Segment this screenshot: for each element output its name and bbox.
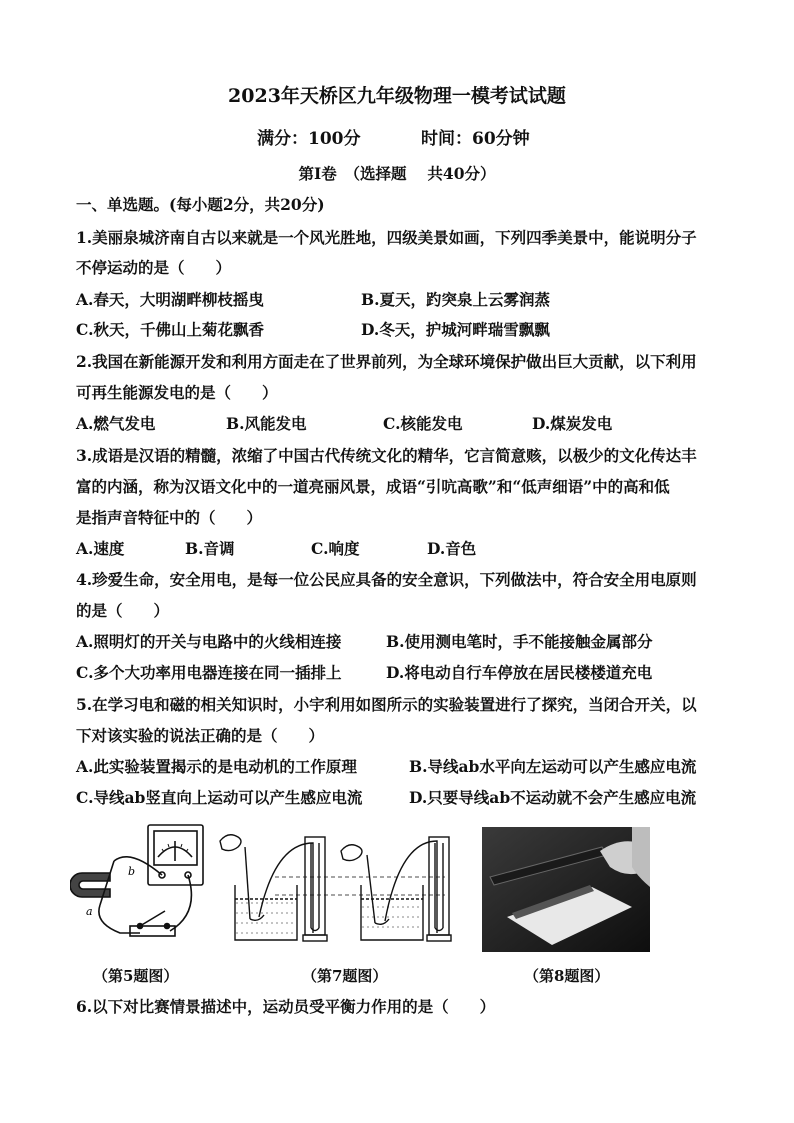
section-heading: 第Ⅰ卷 （选择题 共40分） [298,164,496,183]
q3-option-c[interactable]: C.响度 [311,539,360,558]
q3-option-b[interactable]: B.音调 [185,539,235,558]
question-1-line-2: 不停运动的是（ ） [76,258,232,277]
q5-option-c[interactable]: C.导线ab竖直向上运动可以产生感应电流 [76,788,363,807]
wire-label-a: a [86,905,93,918]
question-2-line-2: 可再生能源发电的是（ ） [76,383,278,402]
question-3-line-1: 3.成语是汉语的精髓，浓缩了中国古代传统文化的精华，它言简意赅，以极少的文化传达丰 [76,446,697,465]
q5-option-a[interactable]: A.此实验装置揭示的是电动机的工作原理 [76,757,357,776]
q1-option-a[interactable]: A.春天，大明湖畔柳枝摇曳 [76,290,264,309]
q5-option-d[interactable]: D.只要导线ab不运动就不会产生感应电流 [409,788,697,807]
q4-option-c[interactable]: C.多个大功率用电器连接在同一插排上 [76,663,342,682]
q1-option-b[interactable]: B.夏天，趵突泉上云雾润蒸 [361,290,550,309]
q4-option-b[interactable]: B.使用测电笔时，手不能接触金属部分 [386,632,653,651]
question-3-line-2: 富的内涵，称为汉语文化中的一道亮丽风景，成语“引吭高歌”和“低声细语”中的高和低 [76,477,670,496]
q1-option-d[interactable]: D.冬天，护城河畔瑞雪飘飘 [361,320,550,339]
q2-option-a[interactable]: A.燃气发电 [76,414,156,433]
q3-option-d[interactable]: D.音色 [427,539,477,558]
q5-option-b[interactable]: B.导线ab水平向左运动可以产生感应电流 [409,757,697,776]
figure-7-diagram [215,823,460,948]
full-score: 满分：100分 [257,129,361,149]
q1-option-c[interactable]: C.秋天，千佛山上菊花飘香 [76,320,264,339]
figure-5-caption: （第5题图） [93,967,179,985]
q4-option-a[interactable]: A.照明灯的开关与电路中的火线相连接 [76,632,342,651]
question-4-line-2: 的是（ ） [76,601,170,620]
figure-8-caption: （第8题图） [524,967,610,985]
question-3-line-3: 是指声音特征中的（ ） [76,508,263,527]
part-heading: 一、单选题。(每小题2分，共20分) [76,195,325,214]
figure-8-photo [482,827,650,952]
q4-option-d[interactable]: D.将电动自行车停放在居民楼楼道充电 [386,663,653,682]
exam-title: 2023年天桥区九年级物理一模考试试题 [228,85,566,107]
wire-label-b: b [128,865,136,878]
figure-5-diagram [70,823,205,948]
question-6-line-1: 6.以下对比赛情景描述中，运动员受平衡力作用的是（ ） [76,997,496,1016]
figure-7-caption: （第7题图） [302,967,388,985]
q2-option-d[interactable]: D.煤炭发电 [532,414,613,433]
question-1-line-1: 1.美丽泉城济南自古以来就是一个风光胜地，四级美景如画，下列四季美景中，能说明分子 [76,228,697,247]
exam-time: 时间：60分钟 [421,129,530,149]
question-2-line-1: 2.我国在新能源开发和利用方面走在了世界前列，为全球环境保护做出巨大贡献，以下利用 [76,352,697,371]
q2-option-c[interactable]: C.核能发电 [383,414,463,433]
question-5-line-2: 下对该实验的说法正确的是（ ） [76,726,325,745]
q2-option-b[interactable]: B.风能发电 [226,414,307,433]
q3-option-a[interactable]: A.速度 [76,539,125,558]
question-5-line-1: 5.在学习电和磁的相关知识时，小宇利用如图所示的实验装置进行了探究，当闭合开关，以 [76,695,697,714]
question-4-line-1: 4.珍爱生命，安全用电，是每一位公民应具备的安全意识，下列做法中，符合安全用电原则 [76,570,697,589]
